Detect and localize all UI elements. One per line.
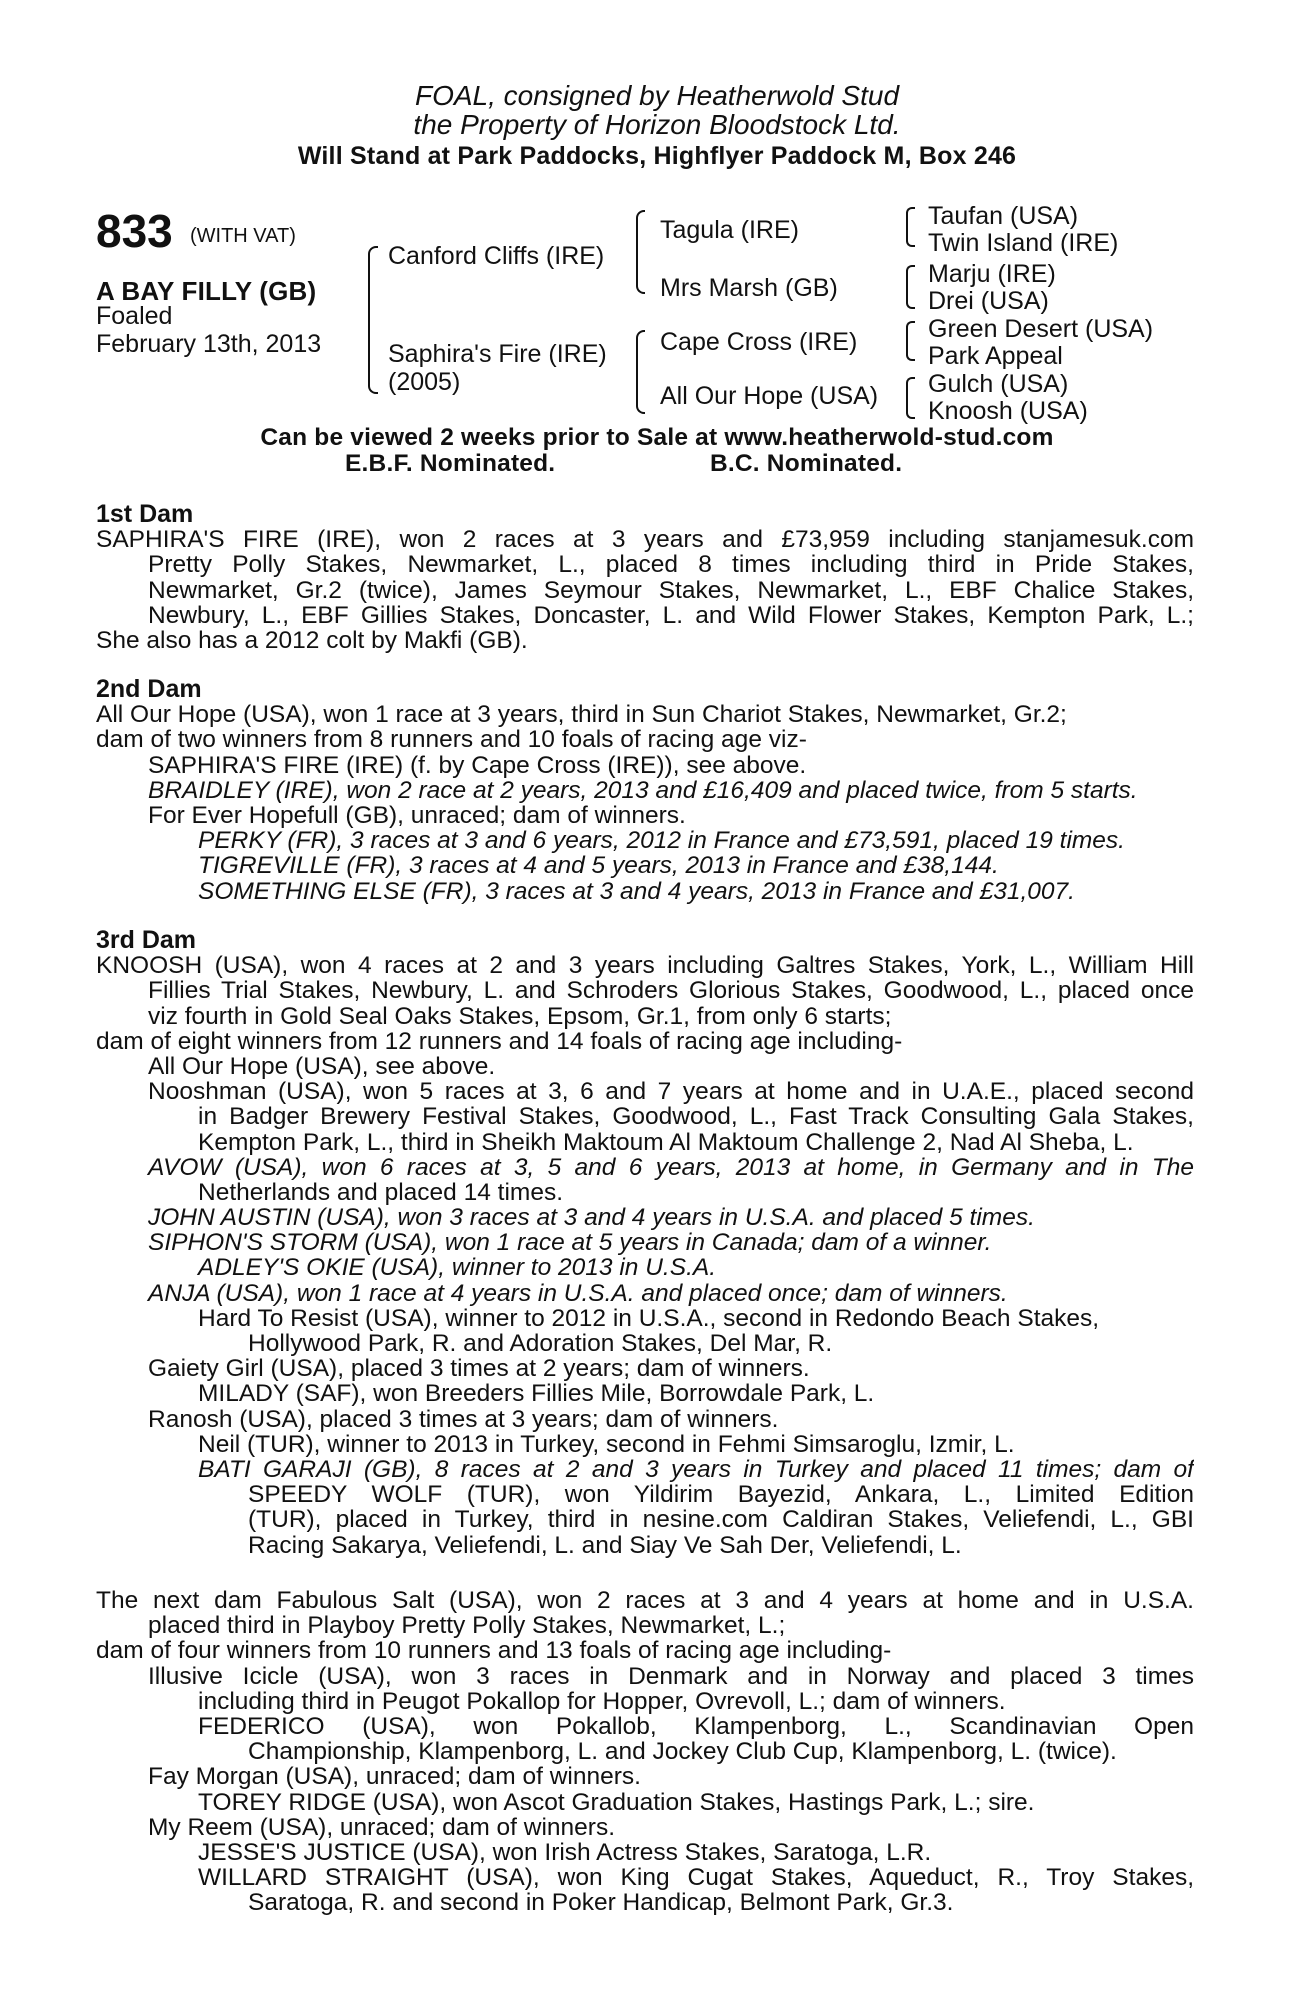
text-line: Netherlands and placed 14 times.: [198, 1179, 563, 1206]
text-line: Racing Sakarya, Veliefendi, L. and Siay Ve Sah Der, Veliefendi, L.: [248, 1532, 962, 1558]
text-line: Newbury, L., EBF Gillies Stakes, Doncaster, L. and Wild Flower Stakes, Kempton Park, L.;: [148, 602, 1194, 628]
text-line: Newmarket, Gr.2 (twice), James Seymour Stakes, Newmarket, L., EBF Chalice Stakes,: [148, 577, 1194, 603]
vat-label: (WITH VAT): [190, 225, 296, 247]
pedigree-sds: Marju (IRE): [928, 260, 1056, 288]
text-line: placed third in Playboy Pretty Polly Stakes, Newmarket, L.;: [148, 1613, 786, 1639]
pedigree-brace-main: [368, 246, 378, 394]
text-line: AVOW (USA), won 6 races at 3, 5 and 6 years, 2013 at home, in Germany and in The: [148, 1154, 1194, 1180]
text-line: Illusive Icicle (USA), won 3 races in Denmark and in Norway and placed 3 times: [148, 1663, 1194, 1689]
text-line: in Badger Brewery Festival Stakes, Goodwood, L., Fast Track Consulting Gala Stakes,: [198, 1104, 1194, 1130]
foaled-date: February 13th, 2013: [96, 330, 322, 358]
text-line: (TUR), placed in Turkey, third in nesine.com Caldiran Stakes, Veliefendi, L., GBI: [248, 1507, 1194, 1533]
text-line: For Ever Hopefull (GB), unraced; dam of winners.: [148, 802, 686, 829]
second-dam-heading: 2nd Dam: [96, 677, 202, 703]
text-line: Pretty Polly Stakes, Newmarket, L., placed 8 times including third in Pride Stakes,: [148, 552, 1194, 578]
viewing-notice: Can be viewed 2 weeks prior to Sale at www.heatherwold-stud.com: [260, 424, 1054, 451]
pedigree-brace-ss: [906, 207, 915, 247]
text-line: All Our Hope (USA), won 1 race at 3 years, third in Sun Chariot Stakes, Newmarket, Gr.2;: [96, 702, 1067, 728]
pedigree-dss: Green Desert (USA): [928, 315, 1154, 343]
text-line: The next dam Fabulous Salt (USA), won 2 races at 3 and 4 years at home and in U.S.A.: [96, 1588, 1194, 1614]
consignor-line: FOAL, consigned by Heatherwold Stud: [414, 80, 900, 111]
text-line: Saratoga, R. and second in Poker Handicap, Belmont Park, Gr.3.: [248, 1890, 954, 1916]
text-line: KNOOSH (USA), won 4 races at 2 and 3 years including Galtres Stakes, York, L., William Hill: [96, 953, 1194, 979]
pedigree-dds: Gulch (USA): [928, 370, 1069, 398]
first-dam-heading: 1st Dam: [96, 502, 194, 528]
pedigree-dam-sire: Cape Cross (IRE): [660, 328, 858, 356]
pedigree-brace-sire: [636, 210, 645, 294]
ebf-nominated: E.B.F. Nominated.: [345, 450, 556, 477]
text-line: including third in Peugot Pokallop for Hopper, Ovrevoll, L.; dam of winners.: [198, 1688, 1006, 1714]
text-line: My Reem (USA), unraced; dam of winners.: [148, 1814, 616, 1840]
pedigree-sss: Taufan (USA): [928, 202, 1079, 230]
text-line: Hard To Resist (USA), winner to 2012 in U.S.A., second in Redondo Beach Stakes,: [198, 1305, 1100, 1331]
first-dam-section: [96, 502, 1194, 653]
text-line: Championship, Klampenborg, L. and Jockey Club Cup, Klampenborg, L. (twice).: [248, 1739, 1117, 1765]
text-line: All Our Hope (USA), see above.: [148, 1053, 496, 1080]
pedigree-sire-dam: Mrs Marsh (GB): [660, 274, 838, 302]
text-line: She also has a 2012 colt by Makfi (GB).: [96, 627, 528, 654]
pedigree-brace-dd: [906, 377, 915, 419]
pedigree-dam-dam: All Our Hope (USA): [660, 382, 879, 410]
text-line: JOHN AUSTIN (USA), won 3 races at 3 and 4 years in U.S.A. and placed 5 times.: [148, 1205, 1035, 1231]
third-dam-section: [96, 928, 1194, 1558]
pedigree-ddd: Knoosh (USA): [928, 397, 1088, 425]
text-line: SAPHIRA'S FIRE (IRE), won 2 races at 3 years and £73,959 including stanjamesuk.com: [96, 527, 1194, 553]
text-line: Hollywood Park, R. and Adoration Stakes, Del Mar, R.: [248, 1331, 833, 1357]
text-line: Fay Morgan (USA), unraced; dam of winners.: [148, 1764, 641, 1790]
text-line: dam of two winners from 8 runners and 10 foals of racing age viz-: [96, 727, 807, 753]
pedigree-brace-ds: [906, 321, 915, 361]
second-dam-section: [96, 677, 1194, 904]
text-line: viz fourth in Gold Seal Oaks Stakes, Epsom, Gr.1, from only 6 starts;: [148, 1003, 892, 1029]
text-line: Fillies Trial Stakes, Newbury, L. and Schroders Glorious Stakes, Goodwood, L., placed once: [148, 978, 1194, 1004]
text-line: PERKY (FR), 3 races at 3 and 6 years, 2012 in France and £73,591, placed 19 times.: [198, 828, 1125, 854]
text-line: Neil (TUR), winner to 2013 in Turkey, second in Fehmi Simsaroglu, Izmir, L.: [198, 1431, 1015, 1457]
third-dam-heading: 3rd Dam: [96, 928, 197, 954]
pedigree-dam: Saphira's Fire (IRE): [388, 340, 607, 368]
lot-number: 833: [96, 205, 173, 257]
text-line: ANJA (USA), won 1 race at 4 years in U.S.A. and placed once; dam of winners.: [148, 1280, 1008, 1306]
text-line: MILADY (SAF), won Breeders Fillies Mile, Borrowdale Park, L.: [198, 1381, 875, 1407]
lot-name: A BAY FILLY (GB): [96, 276, 317, 306]
text-line: FEDERICO (USA), won Pokallob, Klampenborg, L., Scandinavian Open: [198, 1713, 1194, 1740]
text-line: SOMETHING ELSE (FR), 3 races at 3 and 4 years, 2013 in France and £31,007.: [198, 878, 1075, 904]
text-line: BRAIDLEY (IRE), won 2 race at 2 years, 2013 and £16,409 and placed twice, from 5 starts.: [148, 777, 1138, 803]
text-line: WILLARD STRAIGHT (USA), won King Cugat Stakes, Aqueduct, R., Troy Stakes,: [198, 1865, 1194, 1891]
foaled-label: Foaled: [96, 302, 173, 330]
text-line: JESSE'S JUSTICE (USA), won Irish Actress Stakes, Saratoga, L.R.: [198, 1839, 932, 1866]
text-line: SAPHIRA'S FIRE (IRE) (f. by Cape Cross (IRE)), see above.: [148, 752, 807, 778]
pedigree-dam-year: (2005): [388, 368, 461, 396]
text-line: Kempton Park, L., third in Sheikh Maktoum Al Maktoum Challenge 2, Nad Al Sheba, L.: [198, 1129, 1134, 1155]
text-line: dam of four winners from 10 runners and 13 foals of racing age including-: [96, 1638, 892, 1664]
pedigree-brace-sd: [906, 265, 915, 309]
stand-location: Will Stand at Park Paddocks, Highflyer Paddock M, Box 246: [297, 142, 1017, 170]
pedigree-sire-sire: Tagula (IRE): [660, 216, 799, 244]
text-line: BATI GARAJI (GB), 8 races at 2 and 3 years in Turkey and placed 11 times; dam of: [198, 1456, 1194, 1483]
pedigree-dsd: Park Appeal: [928, 342, 1063, 370]
text-line: SIPHON'S STORM (USA), won 1 race at 5 years in Canada; dam of a winner.: [148, 1230, 992, 1256]
property-line: the Property of Horizon Bloodstock Ltd.: [413, 109, 901, 140]
text-line: Nooshman (USA), won 5 races at 3, 6 and 7 years at home and in U.A.E., placed second: [148, 1079, 1194, 1105]
pedigree-ssd: Twin Island (IRE): [928, 229, 1119, 257]
pedigree-brace-dam: [636, 330, 645, 414]
next-dam-section: [96, 1588, 1194, 1915]
text-line: SPEEDY WOLF (TUR), won Yildirim Bayezid, Ankara, L., Limited Edition: [248, 1482, 1194, 1508]
bc-nominated: B.C. Nominated.: [710, 450, 903, 477]
pedigree-sire: Canford Cliffs (IRE): [388, 242, 605, 270]
text-line: Ranosh (USA), placed 3 times at 3 years; dam of winners.: [148, 1406, 779, 1432]
text-line: Gaiety Girl (USA), placed 3 times at 2 years; dam of winners.: [148, 1356, 810, 1382]
text-line: TOREY RIDGE (USA), won Ascot Graduation Stakes, Hastings Park, L.; sire.: [198, 1789, 1035, 1815]
text-line: dam of eight winners from 12 runners and 14 foals of racing age including-: [96, 1028, 903, 1054]
text-line: ADLEY'S OKIE (USA), winner to 2013 in U.S.A.: [198, 1255, 717, 1281]
pedigree-sdd: Drei (USA): [928, 287, 1049, 315]
text-line: TIGREVILLE (FR), 3 races at 4 and 5 years, 2013 in France and £38,144.: [198, 853, 999, 879]
